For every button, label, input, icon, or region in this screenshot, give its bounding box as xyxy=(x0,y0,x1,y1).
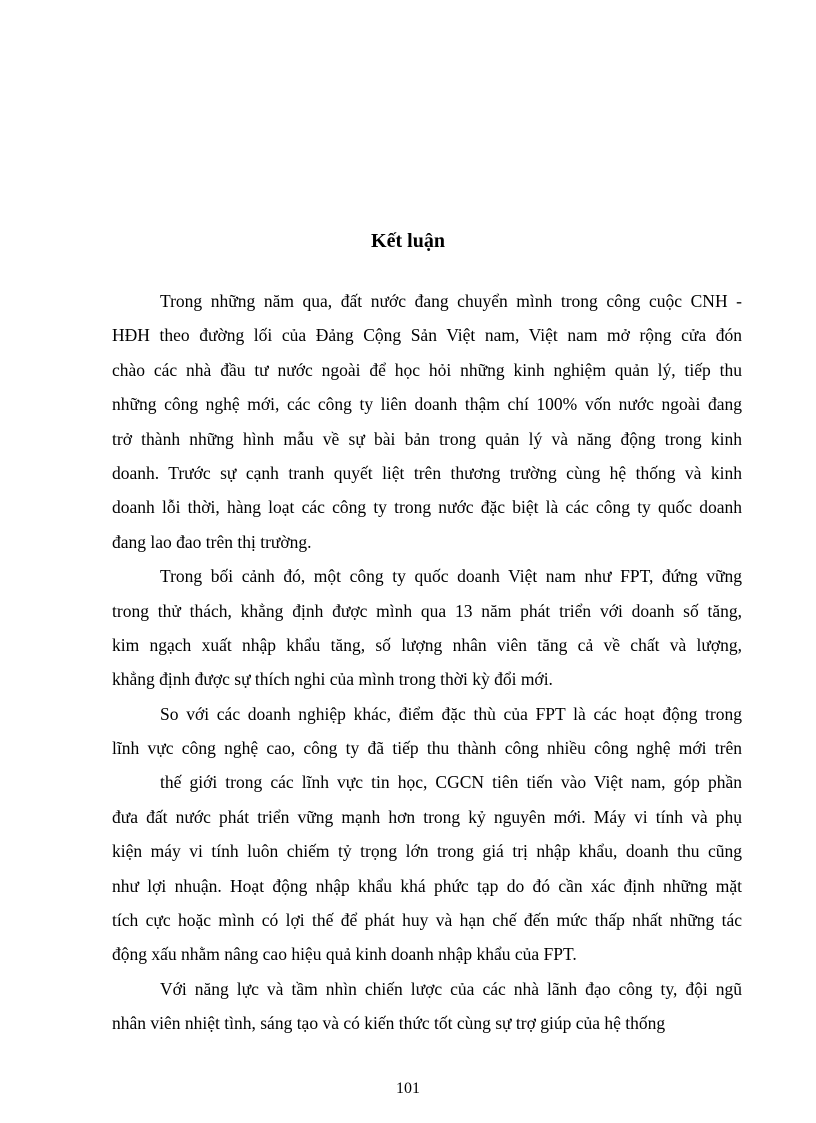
text-line: So với các doanh nghiệp khác, điểm đặc thù của FPT là các hoạt động trong xyxy=(160,703,742,724)
text-line: HĐH theo đường lối của Đảng Cộng Sản Việt nam, Việt nam mở rộng cửa đón xyxy=(112,325,742,346)
text-line: trở thành những hình mẫu về sự bài bản trong quản lý và năng động trong kinh xyxy=(112,428,742,449)
text-line: Trong những năm qua, đất nước đang chuyển mình trong công cuộc CNH - xyxy=(160,291,742,311)
text-line: Với năng lực và tầm nhìn chiến lược của các nhà lãnh đạo công ty, đội ngũ xyxy=(160,978,742,999)
text-line: thế giới trong các lĩnh vực tin học, CGCN tiên tiến vào Việt nam, góp phần xyxy=(160,772,742,793)
text-line: Trong bối cảnh đó, một công ty quốc doanh Việt nam như FPT, đứng vững xyxy=(160,566,742,587)
text-line: kim ngạch xuất nhập khẩu tăng, số lượng nhân viên tăng cả về chất và lượng, xyxy=(112,634,742,655)
text-line: doanh lỗi thời, hàng loạt các công ty trong nước đặc biệt là các công ty quốc doanh xyxy=(112,497,742,518)
text-line: những công nghệ mới, các công ty liên doanh thậm chí 100% vốn nước ngoài đang xyxy=(112,394,742,415)
text-line: chào các nhà đầu tư nước ngoài để học hỏi những kinh nghiệm quản lý, tiếp thu xyxy=(112,359,742,380)
text-line: động xấu nhằm nâng cao hiệu quả kinh doanh nhập khẩu của FPT. xyxy=(112,944,577,965)
text-line: lĩnh vực công nghệ cao, công ty đã tiếp thu thành công nhiều công nghệ mới trên xyxy=(112,738,742,759)
text-line: trong thử thách, khẳng định được mình qua 13 năm phát triển với doanh số tăng, xyxy=(112,600,742,621)
text-line: tích cực hoặc mình có lợi thế để phát huy và hạn chế đến mức thấp nhất những tác xyxy=(112,910,742,931)
text-line: như lợi nhuận. Hoạt động nhập khẩu khá phức tạp do đó cần xác định những mặt xyxy=(112,875,742,896)
page-title: Kết luận xyxy=(371,230,445,252)
text-line: đưa đất nước phát triển vững mạnh hơn trong kỷ nguyên mới. Máy vi tính và phụ xyxy=(112,806,742,827)
text-line: doanh. Trước sự cạnh tranh quyết liệt trên thương trường cùng hệ thống và kinh xyxy=(112,462,742,483)
text-line: nhân viên nhiệt tình, sáng tạo và có kiến thức tốt cùng sự trợ giúp của hệ thống xyxy=(112,1013,666,1034)
text-line: kiện máy vi tính luôn chiếm tỷ trọng lớn trong giá trị nhập khẩu, doanh thu cũng xyxy=(112,841,742,862)
text-line: đang lao đao trên thị trường. xyxy=(112,531,312,552)
page-number: 101 xyxy=(396,1080,420,1097)
text-line: khẳng định được sự thích nghi của mình trong thời kỳ đổi mới. xyxy=(112,669,553,690)
conclusion-text xyxy=(112,284,742,1041)
